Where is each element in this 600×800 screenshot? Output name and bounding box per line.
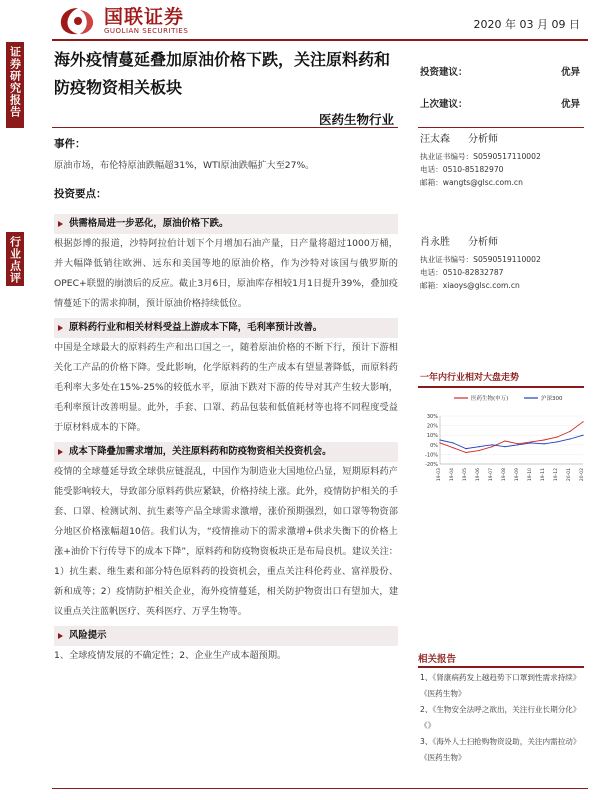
report-type-bar (6, 42, 24, 128)
point-text: 根据彭博的报道，沙特阿拉伯计划下个月增加石油产量，日产量将超过1000万桶，并大幅降低销往欧洲、远东和美国等地的原油价格，作为沙特对该国与俄罗斯的OPEC+联盟的崩溃后的反应。截止3月6日，原油库存相较1月1日提升39%，叠加疫情蔓延下的需求抑制，预计原油价格持续低位。 (54, 238, 398, 309)
analyst-role: 分析师 (468, 237, 498, 248)
related-list (420, 670, 588, 766)
series-line (440, 435, 583, 448)
analyst-email[interactable]: 邮箱：wangts@glsc.com.cn (420, 178, 523, 187)
x-tick-label: 19-06 (476, 468, 481, 482)
point-heading: 成本下降叠加需求增加，关注原料药和防疫物资相关投资机会。 (54, 442, 398, 462)
y-tick-label: 20% (426, 423, 438, 430)
data-point (491, 446, 492, 447)
related-heading: 相关报告 (418, 654, 457, 665)
analyst-phone: 电话：0510-82832787 (420, 268, 504, 277)
point-text: 中国是全球最大的原料药生产和出口国之一，随着原油价格的不断下行，预计下游相关化工产品的价格下降。受此影响，化学原料药的生产成本有望显著降低，而原料药毛利率大多处在15%-25%的较低水平，原油下跌对下游的传导对其产生较大影响，毛利率预计改善明显。此外，手套、口罩、药品包装和低值耗材等也将不同程度受益于原材料成本的下降。 (54, 342, 398, 433)
analyst-email[interactable]: 邮箱：xiaoys@glsc.com.cn (420, 281, 520, 290)
data-point (478, 450, 479, 451)
analyst-phone: 电话：0510-85182970 (420, 165, 504, 174)
point-text: 疫情的全球蔓延导致全球供应链混乱，中国作为制造业大国地位凸显，短期原料药产能受影响较大，导致部分原料药供应紧缺，价格持续上涨。此外，疫情防护相关的手套、口罩、检测试剂、抗生素等产品全球需求激增，涨价预期强烈，如口罩等物资部分地区价格涨幅超10倍。我们认为，“疫情推动下的需求激增+供求失衡下的价格上涨+油价下行传导下的成本下降”，原料药和防疫物资板块正是布局良机。建议关注：1）抗生素、维生素和部分特色原料药的投资机会，重点关注科伦药业、富祥股份、新和成等；2）疫情防护相关企业，海外疫情蔓延，相关防护物资出口有望加大，建议重点关注蓝帆医疗、英科医疗、万孚生物等。 (54, 466, 398, 617)
data-point (569, 431, 570, 432)
y-tick-label: -10% (425, 452, 438, 459)
company-logo (58, 6, 188, 36)
analyst-cert: 执业证书编号：S0590519110002 (420, 255, 541, 264)
data-point (504, 440, 505, 441)
event-text: 原油市场，布伦特原油跌幅超31%，WTI原油跌幅扩大至27%。 (54, 160, 315, 171)
triangle-bullet-icon (58, 633, 63, 639)
data-point (452, 447, 453, 448)
point-heading: 风险提示 (54, 626, 398, 646)
related-item[interactable]: 2、《生物安全法呼之欲出，关注行业长期分化》《》 (420, 705, 581, 730)
data-point (530, 442, 531, 443)
related-item[interactable]: 3、《海外人士扫抢购物资设助，关注内需拉动》《医药生物》 (420, 737, 581, 762)
previous-rating (420, 96, 580, 110)
previous-rating-label: 上次建议： (420, 99, 468, 110)
chart-divider (418, 386, 584, 388)
point-heading: 供需格局进一步恶化，原油价格下跌。 (54, 214, 398, 234)
logo-icon (58, 6, 98, 36)
x-tick-label: 19-08 (502, 468, 507, 482)
point-text: 1、全球疫情发展的不确定性；2、企业生产成本超预期。 (54, 650, 287, 661)
point-heading: 原料药行业和相关材料受益上游成本下降，毛利率预计改善。 (54, 318, 398, 338)
data-point (465, 448, 466, 449)
triangle-bullet-icon (58, 221, 63, 227)
relative-performance-chart (418, 390, 588, 500)
analyst-card (420, 133, 590, 189)
data-point (439, 439, 440, 440)
related-divider (418, 666, 584, 668)
triangle-bullet-icon (58, 449, 63, 455)
report-type-label: 证券研究报告 (8, 46, 22, 118)
data-point (582, 421, 583, 422)
x-tick-label: 19-10 (528, 468, 533, 482)
data-point (504, 446, 505, 447)
x-tick-label: 20-02 (580, 468, 585, 482)
report-title: 海外疫情蔓延叠加原油价格下跌，关注原料药和防疫物资相关板块 (54, 50, 391, 97)
y-tick-label: 10% (426, 433, 438, 440)
x-tick-label: 19-11 (541, 468, 546, 482)
analyst-name: 肖永胜 (420, 237, 450, 248)
x-tick-label: 19-04 (450, 468, 455, 482)
legend-label: 沪深300 (541, 396, 563, 402)
data-point (556, 441, 557, 442)
data-point (582, 435, 583, 436)
header-divider (52, 39, 588, 41)
data-point (556, 437, 557, 438)
data-point (439, 442, 440, 443)
x-tick-label: 19-12 (554, 468, 559, 482)
data-point (543, 439, 544, 440)
data-point (465, 452, 466, 453)
logo-en-text: GUOLIAN SECURITIES (104, 26, 189, 35)
legend-label: 医药生物(申万) (471, 396, 509, 402)
analyst-cert: 执业证书编号：S0590517110002 (420, 152, 541, 161)
data-point (491, 444, 492, 445)
footer-divider (52, 788, 588, 789)
data-point (452, 442, 453, 443)
triangle-bullet-icon (58, 325, 63, 331)
related-item[interactable]: 1、《肾康病药发上越趋势下口罩到性需求持续》《医药生物》 (420, 673, 581, 698)
x-tick-label: 19-09 (515, 468, 520, 482)
data-point (517, 444, 518, 445)
main-content (54, 132, 398, 666)
report-date: 2020 年 03 月 09 日 (473, 18, 580, 31)
data-point (478, 446, 479, 447)
previous-rating-value: 优异 (560, 99, 580, 110)
data-point (569, 438, 570, 439)
sidebar-divider (418, 127, 584, 128)
x-tick-label: 19-03 (437, 468, 442, 482)
report-kind-bar (6, 232, 24, 286)
current-rating-label: 投资建议： (420, 67, 468, 78)
x-tick-label: 19-05 (463, 468, 468, 482)
y-tick-label: -20% (425, 462, 438, 468)
title-divider (52, 127, 398, 128)
series-line (440, 422, 583, 453)
chart-title: 一年内行业相对大盘走势 (420, 373, 520, 383)
data-point (543, 443, 544, 444)
x-tick-label: 19-07 (489, 468, 494, 482)
y-tick-label: 0% (430, 442, 438, 449)
analyst-card (420, 236, 590, 292)
x-tick-label: 20-01 (567, 468, 572, 482)
y-tick-label: 30% (426, 414, 438, 420)
logo-cn-text: 国联证券 (104, 5, 185, 28)
analyst-name: 汪太森 (420, 134, 450, 145)
current-rating-value: 优异 (560, 67, 580, 78)
event-heading: 事件： (54, 138, 86, 150)
points-heading: 投资要点： (54, 188, 107, 200)
sector-label: 医药生物行业 (318, 112, 394, 127)
analyst-role: 分析师 (468, 134, 498, 145)
current-rating (420, 64, 580, 78)
report-kind-label: 行业点评 (8, 236, 22, 284)
